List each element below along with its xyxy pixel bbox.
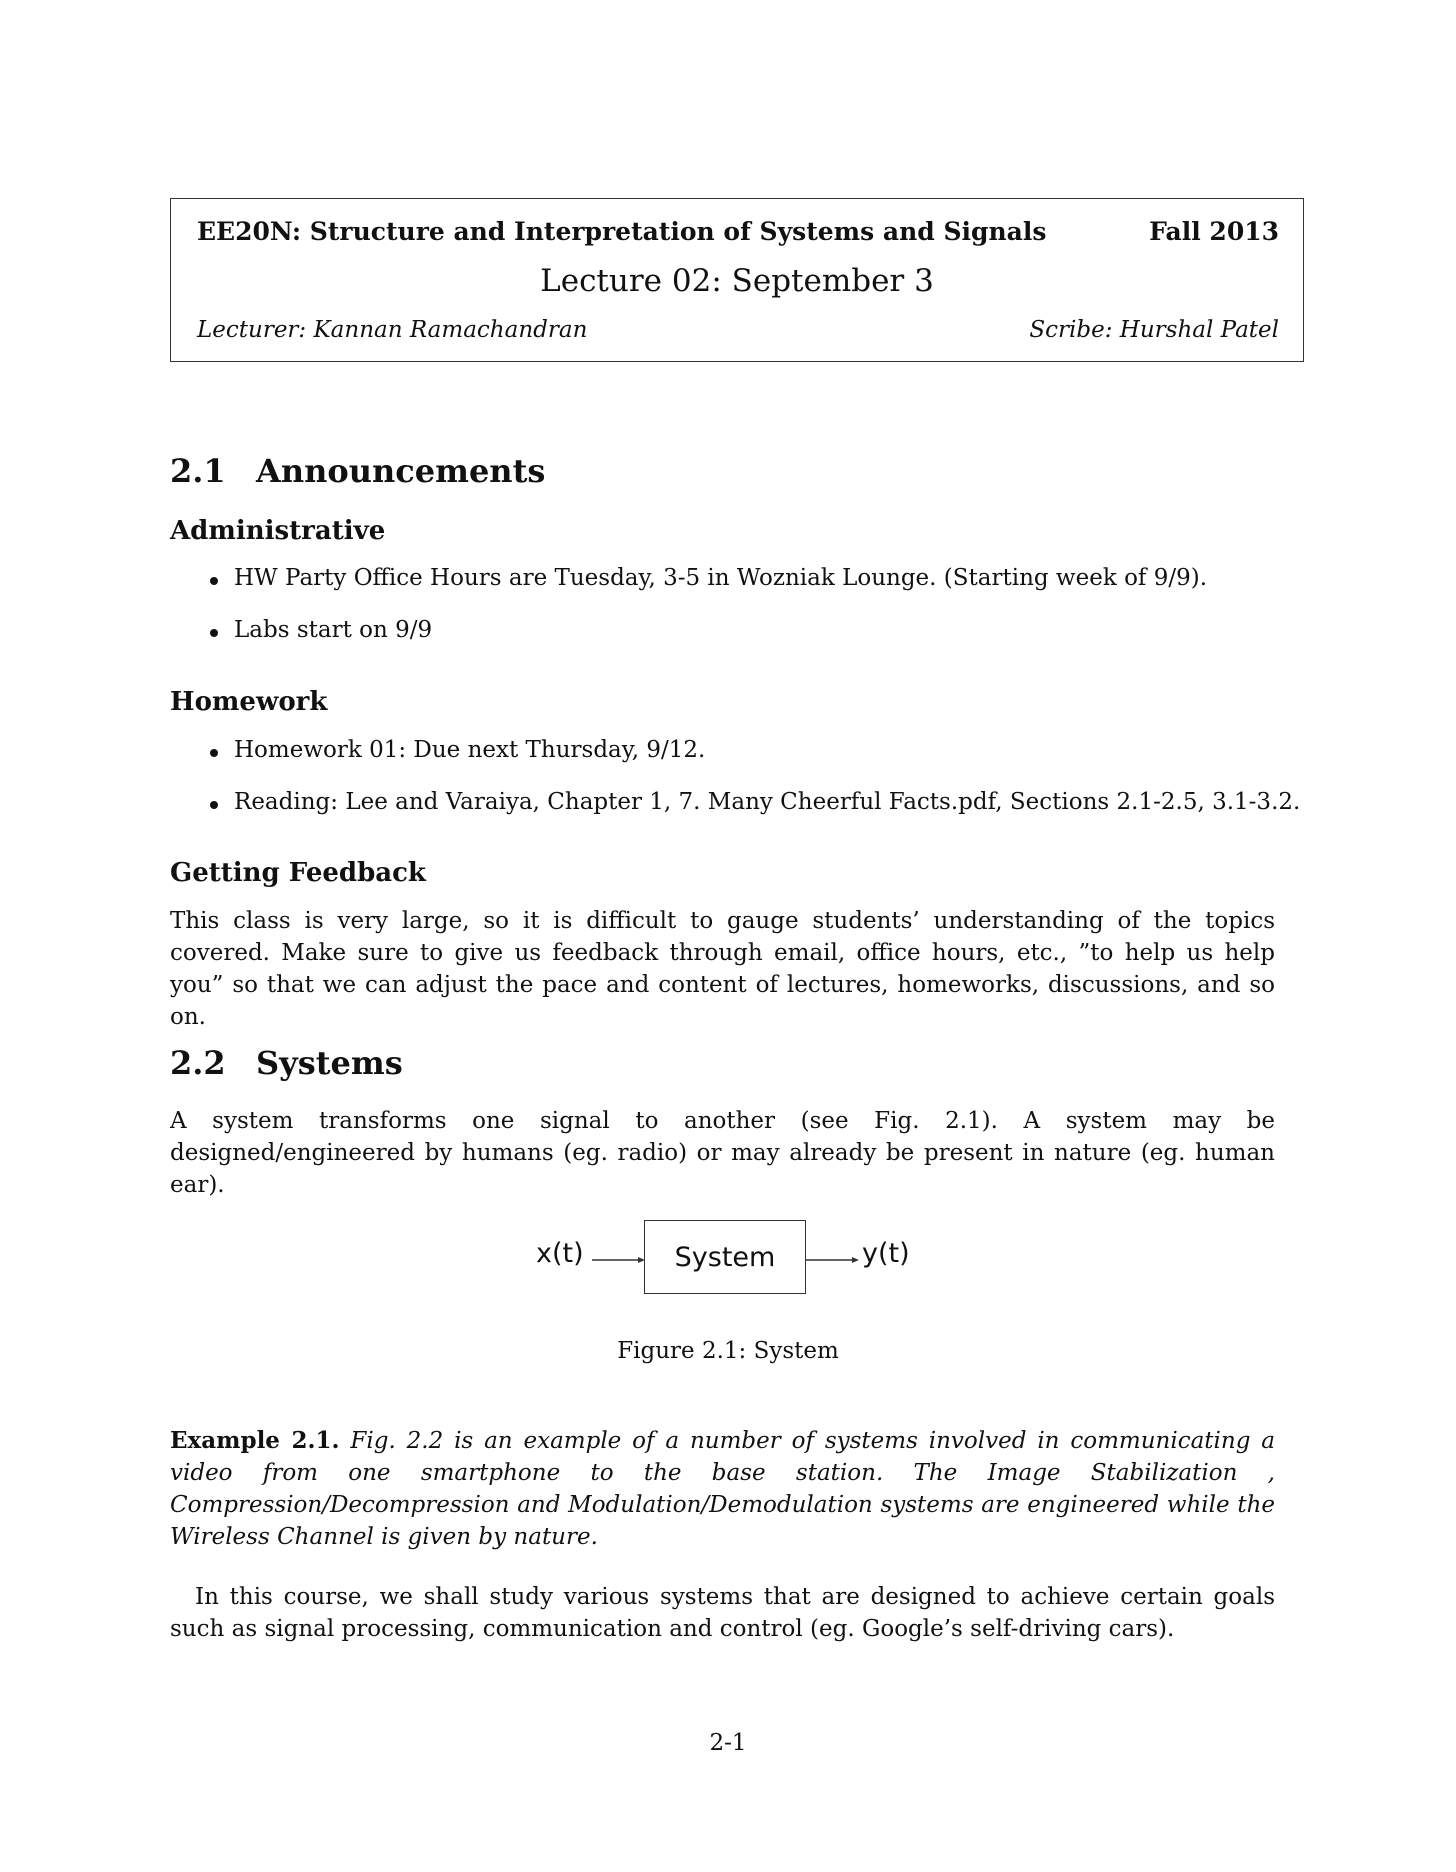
page-number: 2-1 [709,1730,747,1756]
subheading-administrative: Administrative [170,516,386,546]
homework-list [170,737,1310,815]
term: Fall 2013 [1149,217,1279,246]
section-heading-announcements [170,452,545,490]
example-label: Example 2.1. [170,1427,340,1454]
system-diagram [500,1220,1000,1320]
section-title: Systems [256,1044,403,1082]
lecture-header-box [170,198,1304,362]
section-number: 2.1 [170,452,226,490]
header-bottom-row [197,317,1279,343]
system-box [644,1220,806,1294]
section-heading-systems [170,1044,403,1082]
list-item: HW Party Office Hours are Tuesday, 3-5 in Wozniak Lounge. (Starting week of 9/9). [170,565,1310,591]
input-signal-label: x(t) [536,1238,584,1269]
scribe: Scribe: Hurshal Patel [1029,317,1279,343]
subheading-getting-feedback: Getting Feedback [170,858,426,888]
course-title: EE20N: Structure and Interpretation of Systems and Signals [197,217,1047,246]
system-box-label: System [674,1241,776,1273]
administrative-list [170,565,1310,643]
subheading-homework: Homework [170,687,328,717]
list-item: Reading: Lee and Varaiya, Chapter 1, 7. Many Cheerful Facts.pdf, Sections 2.1-2.5, 3.1-3.2. [170,789,1310,815]
figure-caption: Figure 2.1: System [617,1338,839,1364]
input-arrow-icon [592,1254,646,1266]
list-item: Labs start on 9/9 [170,617,1310,643]
header-top-row [197,217,1279,246]
lecture-title: Lecture 02: September 3 [540,263,934,299]
closing-paragraph: In this course, we shall study various systems that are designed to achieve certain goals such as signal processing, communication and control (eg. Google’s self-driving cars). [170,1584,1275,1642]
output-signal-label: y(t) [862,1238,910,1269]
feedback-paragraph: This class is very large, so it is difficult to gauge students’ understanding of the topics covered. Make sure to give us feedback through email, office hours, etc., ”to help us help you” so that we can adjust the pace and content of lectures, homeworks, discussions, and so on. [170,908,1275,1030]
example-text: Fig. 2.2 is an example of a number of systems involved in communicating a video from one smartphone to the base station. The Image Stabilization , Compression/Decompression and Modulation/Demodulation systems are engineered while the Wireless Channel is given by nature. [170,1428,1275,1550]
systems-intro-paragraph: A system transforms one signal to another (see Fig. 2.1). A system may be designed/engineered by humans (eg. radio) or may already be present in nature (eg. human ear). [170,1108,1275,1198]
output-arrow-icon [806,1254,860,1266]
section-title: Announcements [256,452,546,490]
example-block [170,1425,1275,1553]
list-item: Homework 01: Due next Thursday, 9/12. [170,737,1310,763]
lecturer: Lecturer: Kannan Ramachandran [197,317,588,343]
section-number: 2.2 [170,1044,226,1082]
